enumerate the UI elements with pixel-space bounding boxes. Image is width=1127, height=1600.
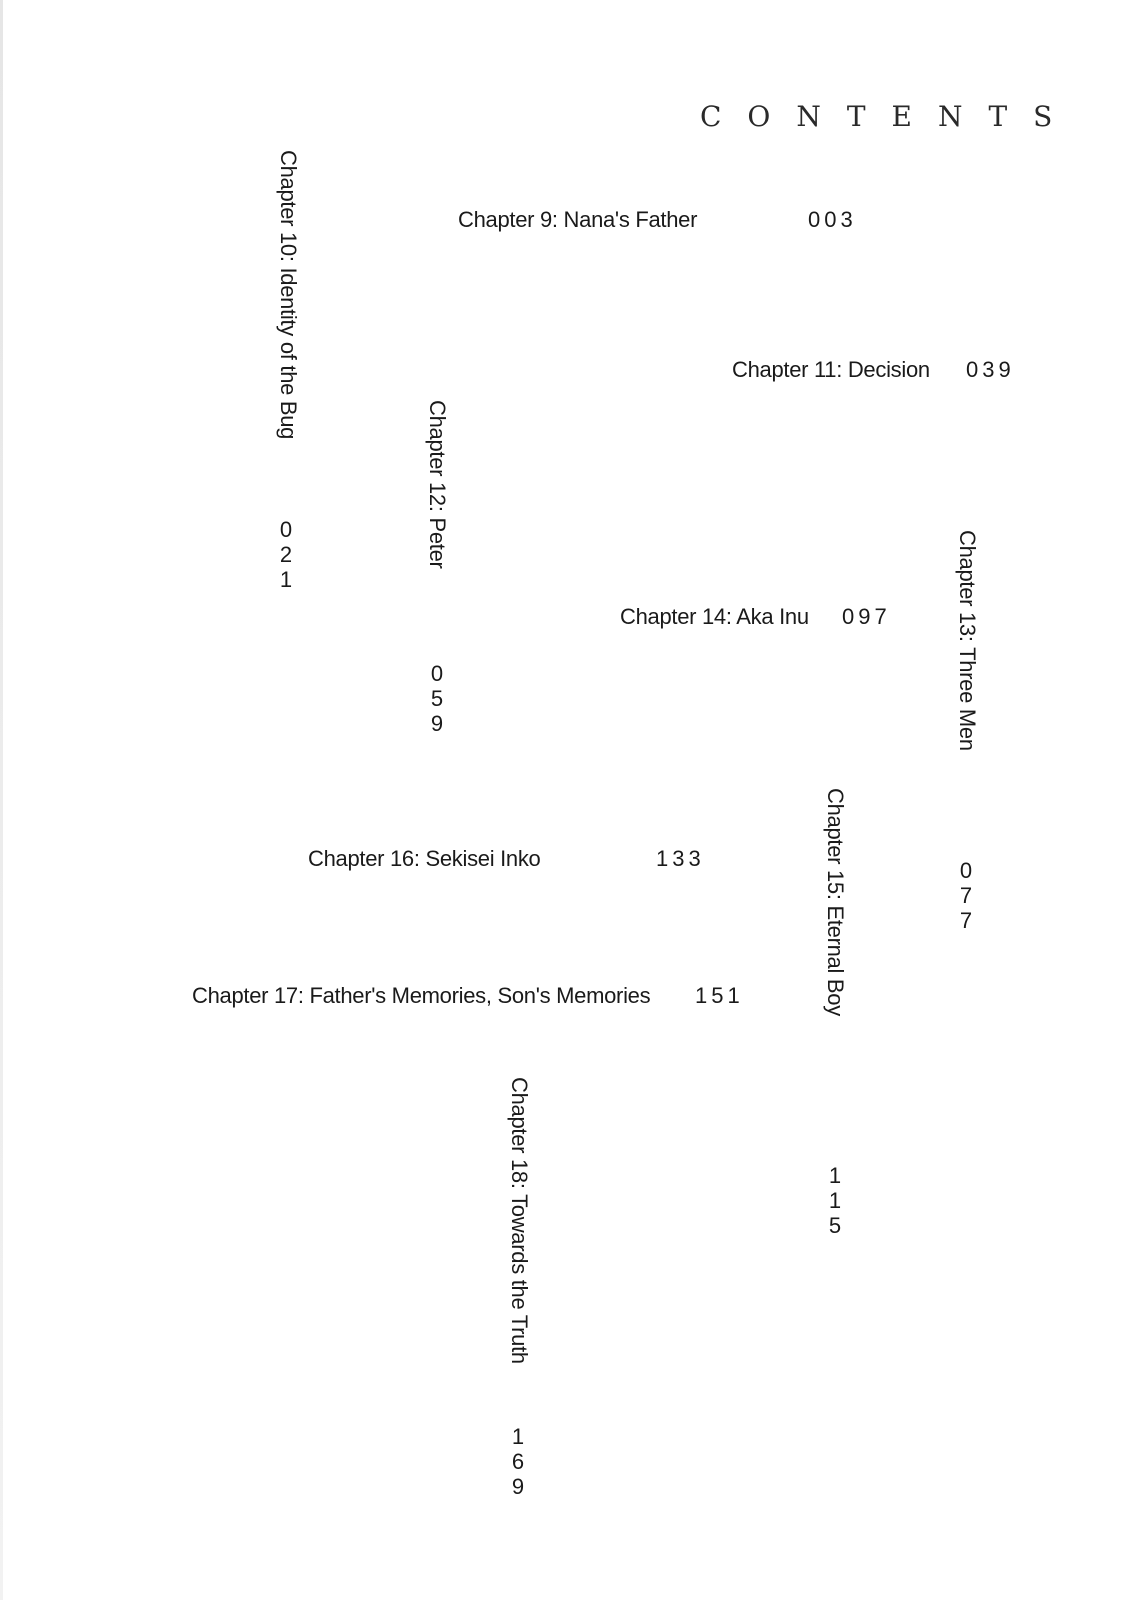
chapter-12-page-number: 059	[430, 661, 444, 736]
contents-heading: CONTENTS	[700, 100, 1079, 133]
chapter-title: Chapter 16: Sekisei Inko	[308, 846, 541, 871]
page-edge	[0, 0, 3, 1600]
chapter-13-page-number: 077	[959, 858, 973, 933]
chapter-15-page-number: 115	[828, 1163, 842, 1238]
toc-entry-chapter-12-title: Chapter 12: Peter	[425, 400, 450, 569]
chapter-title: Chapter 17: Father's Memories, Son's Memories	[192, 983, 651, 1008]
toc-entry-chapter-13-title: Chapter 13: Three Men	[955, 530, 980, 751]
toc-entry-chapter-15-title: Chapter 15: Eternal Boy	[823, 788, 848, 1016]
toc-entry-chapter-18-title: Chapter 18: Towards the Truth	[507, 1077, 532, 1364]
toc-entry-chapter-9	[458, 207, 697, 233]
chapter-18-page-number: 169	[511, 1424, 525, 1499]
toc-entry-chapter-16	[308, 846, 541, 872]
toc-entry-chapter-10-title: Chapter 10: Identity of the Bug	[276, 150, 301, 440]
chapter-9-page-number: 003	[808, 207, 857, 232]
toc-entry-chapter-17	[192, 983, 650, 1009]
chapter-16-page-number: 133	[656, 846, 705, 871]
chapter-11-page-number: 039	[966, 357, 1015, 382]
chapter-title: Chapter 14: Aka Inu	[620, 604, 809, 629]
toc-entry-chapter-11	[732, 357, 930, 383]
chapter-title: Chapter 11: Decision	[732, 357, 930, 382]
chapter-14-page-number: 097	[842, 604, 891, 629]
chapter-10-page-number: 021	[279, 517, 293, 592]
chapter-17-page-number: 151	[695, 983, 744, 1008]
toc-entry-chapter-14	[620, 604, 809, 630]
chapter-title: Chapter 9: Nana's Father	[458, 207, 698, 232]
